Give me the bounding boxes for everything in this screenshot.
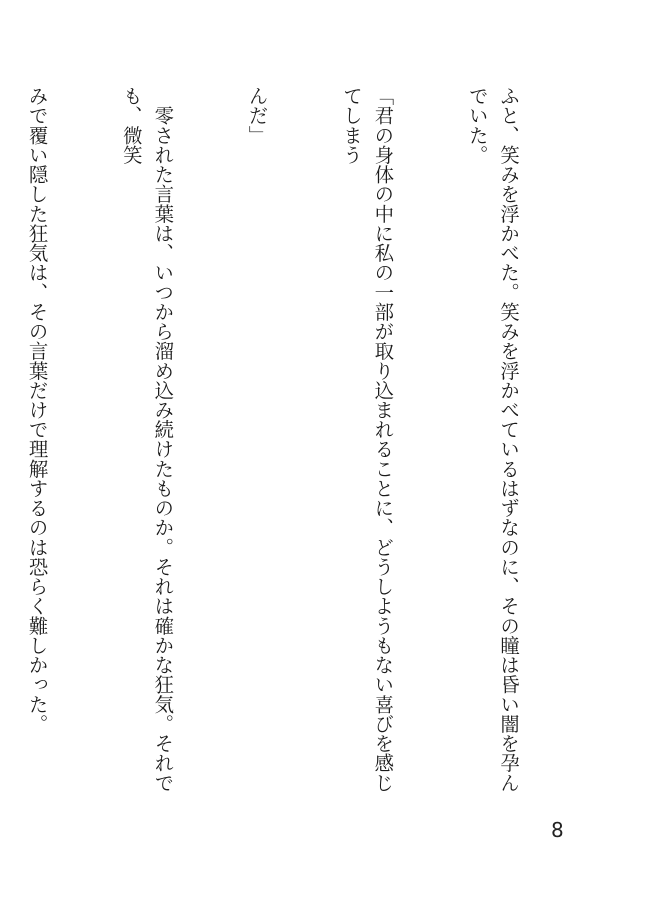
vertical-text-body — [25, 86, 587, 806]
text-line: 零された言葉は、いつから溜め込み続けたものか。それは確かな狂気。それでも、微笑 — [119, 86, 175, 793]
text-line: 「君の身体の中に私の一部が取り込まれることに、どうしようもない喜びを感じてしまう — [339, 86, 395, 793]
text-line: んだ」 — [245, 86, 269, 145]
page-number: 8 — [551, 818, 564, 842]
text-line: ふと、笑みを浮かべた。笑みを浮かべているはずなのに、その瞳は昏い闇を孕んでいた。 — [465, 86, 521, 793]
text-line: みで覆い隠した狂気は、その言葉だけで理解するのは恐らく難しかった。 — [25, 86, 49, 734]
